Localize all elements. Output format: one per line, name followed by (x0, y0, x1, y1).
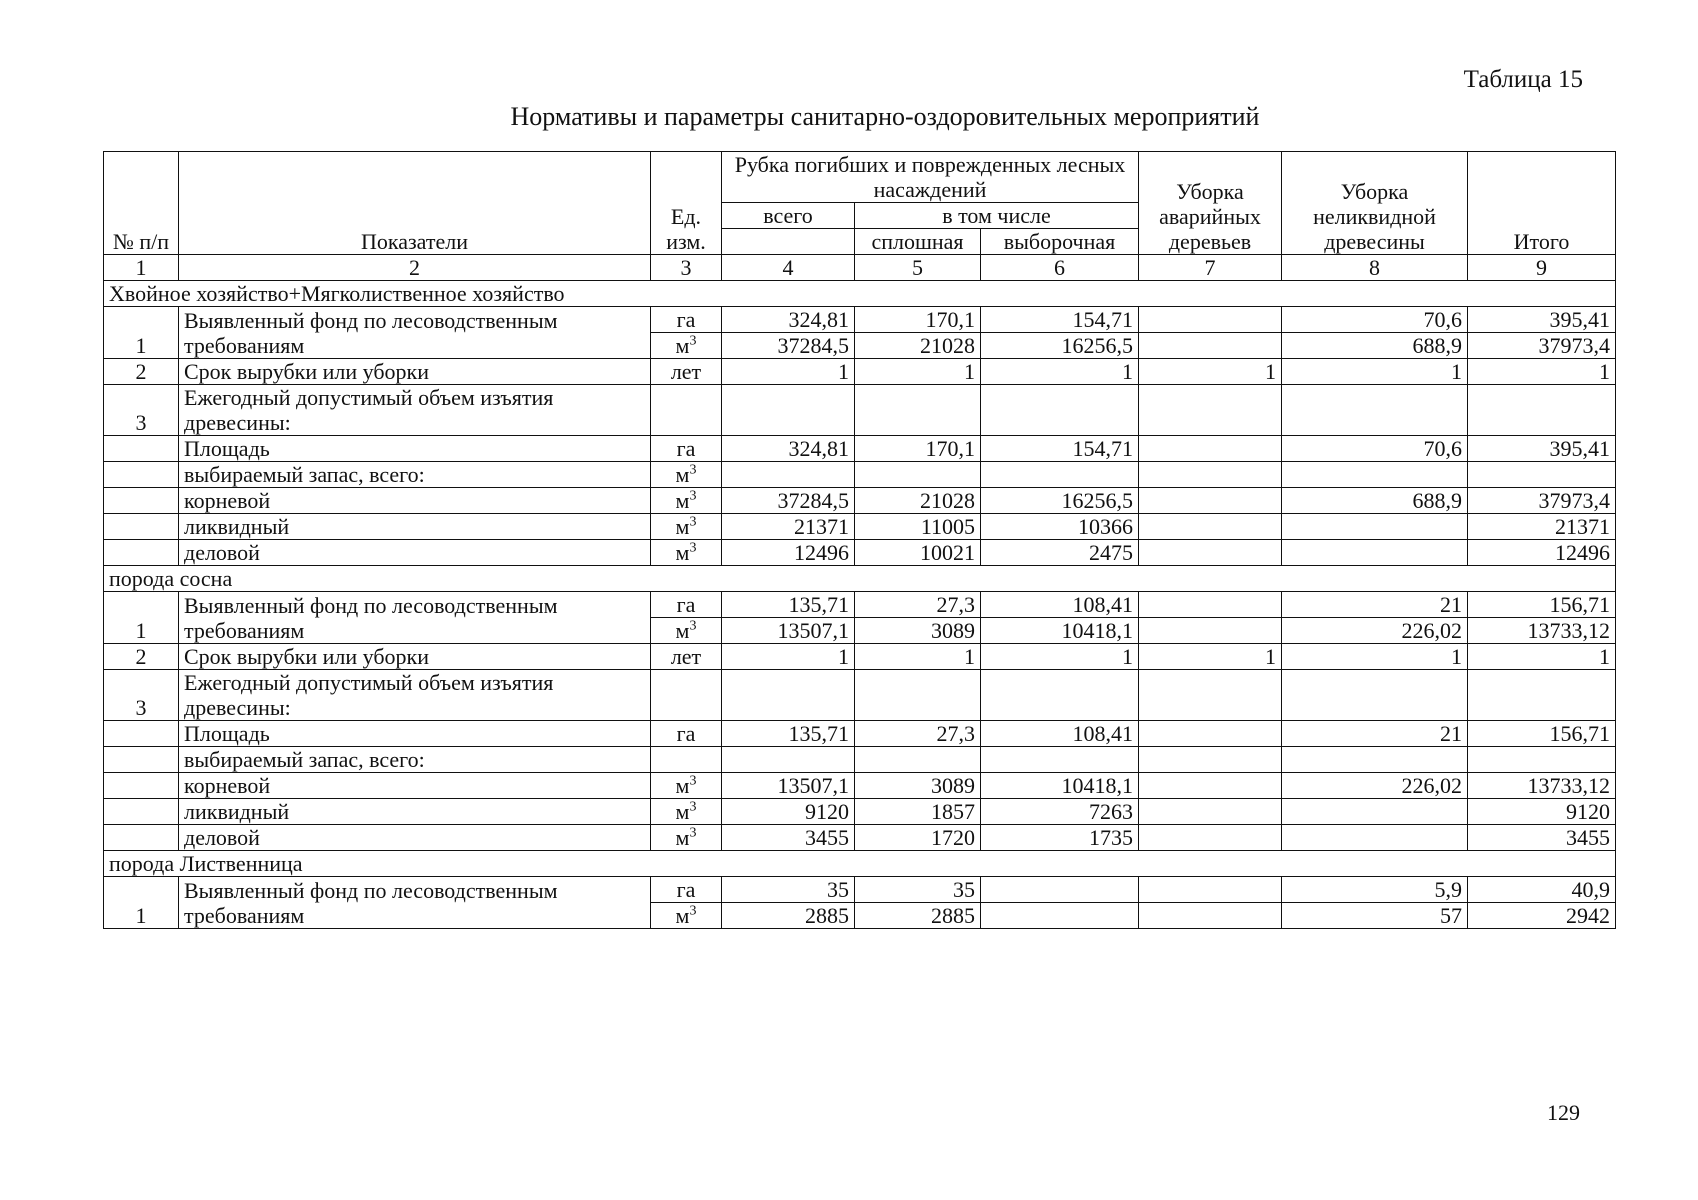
row-number (104, 488, 179, 514)
value-cell: 13507,1 (722, 618, 855, 644)
value-cell: 1 (1468, 359, 1616, 385)
row-label: корневой (179, 488, 651, 514)
value-cell (1468, 462, 1616, 488)
value-cell: 1 (1282, 359, 1468, 385)
header-total-all: всего (722, 203, 855, 229)
table-body (104, 281, 1616, 929)
value-cell: 688,9 (1282, 333, 1468, 359)
header-felling: Рубка погибших и поврежденных лесных насаждений (722, 152, 1139, 203)
value-cell: 70,6 (1282, 307, 1468, 333)
value-cell: 10418,1 (981, 773, 1139, 799)
column-number: 9 (1468, 255, 1616, 281)
value-cell: 170,1 (855, 436, 981, 462)
row-number (104, 721, 179, 747)
unit-label: га (676, 721, 696, 746)
value-cell: 156,71 (1468, 592, 1616, 618)
value-cell: 21371 (722, 514, 855, 540)
value-cell: 12496 (722, 540, 855, 566)
value-cell: 37973,4 (1468, 333, 1616, 359)
value-cell (1139, 592, 1282, 618)
value-cell: 21028 (855, 333, 981, 359)
value-cell (981, 462, 1139, 488)
section-title: порода Лиственница (104, 851, 1616, 877)
value-cell (1139, 799, 1282, 825)
empty-cell (722, 670, 855, 721)
table-row (104, 747, 1616, 773)
row-number (104, 773, 179, 799)
unit-cell (651, 773, 722, 799)
value-cell: 1 (1139, 359, 1282, 385)
row-number (104, 825, 179, 851)
value-cell (722, 462, 855, 488)
value-cell: 21371 (1468, 514, 1616, 540)
unit-exponent: 3 (689, 903, 697, 919)
row-number: 1 (104, 592, 179, 644)
norms-table (103, 151, 1616, 929)
empty-cell (1139, 385, 1282, 436)
value-cell: 170,1 (855, 307, 981, 333)
value-cell: 1 (722, 359, 855, 385)
value-cell: 10418,1 (981, 618, 1139, 644)
header-emergency: Уборка аварийных деревьев (1139, 152, 1282, 255)
value-cell (981, 877, 1139, 903)
table-row (104, 799, 1616, 825)
value-cell: 3455 (1468, 825, 1616, 851)
value-cell (855, 747, 981, 773)
unit-label: м (675, 799, 690, 824)
unit-exponent: 3 (689, 333, 697, 349)
table-row (104, 644, 1616, 670)
value-cell (1468, 747, 1616, 773)
column-number: 2 (179, 255, 651, 281)
value-cell (1139, 488, 1282, 514)
unit-label: га (676, 877, 696, 902)
value-cell: 5,9 (1282, 877, 1468, 903)
unit-exponent: 3 (689, 773, 697, 789)
table-row (104, 773, 1616, 799)
unit-cell (651, 359, 722, 385)
row-label: Ежегодный допустимый объем изъятия древесины: (179, 385, 651, 436)
unit-label: м (675, 488, 690, 513)
value-cell: 40,9 (1468, 877, 1616, 903)
value-cell: 1 (1139, 644, 1282, 670)
value-cell: 2885 (855, 903, 981, 929)
value-cell: 2475 (981, 540, 1139, 566)
unit-cell (651, 592, 722, 618)
row-number: 2 (104, 359, 179, 385)
value-cell (1139, 307, 1282, 333)
value-cell: 35 (855, 877, 981, 903)
value-cell: 1 (981, 359, 1139, 385)
value-cell: 9120 (1468, 799, 1616, 825)
unit-label: м (675, 333, 690, 358)
table-header (104, 152, 1616, 281)
unit-exponent: 3 (689, 618, 697, 634)
value-cell: 324,81 (722, 307, 855, 333)
value-cell: 10021 (855, 540, 981, 566)
unit-exponent: 3 (689, 488, 697, 504)
row-number: 3 (104, 385, 179, 436)
value-cell (981, 747, 1139, 773)
unit-exponent: 3 (689, 540, 697, 556)
unit-cell (651, 877, 722, 903)
unit-cell (651, 540, 722, 566)
value-cell (1282, 825, 1468, 851)
value-cell: 37284,5 (722, 333, 855, 359)
empty-cell (1282, 670, 1468, 721)
value-cell: 1 (855, 644, 981, 670)
value-cell: 57 (1282, 903, 1468, 929)
value-cell (1139, 436, 1282, 462)
column-number: 5 (855, 255, 981, 281)
row-number (104, 799, 179, 825)
value-cell (1282, 799, 1468, 825)
unit-label: м (675, 462, 690, 487)
value-cell: 13507,1 (722, 773, 855, 799)
value-cell (1139, 618, 1282, 644)
row-label: Площадь (179, 721, 651, 747)
table-row (104, 670, 1616, 721)
value-cell: 154,71 (981, 307, 1139, 333)
value-cell (1282, 540, 1468, 566)
value-cell (722, 747, 855, 773)
header-num: № п/п (104, 152, 179, 255)
empty-cell (1139, 670, 1282, 721)
unit-cell (651, 644, 722, 670)
empty-cell (651, 670, 722, 721)
value-cell: 3089 (855, 618, 981, 644)
row-label: Выявленный фонд по лесоводственным требованиям (179, 877, 651, 929)
empty-cell (1468, 670, 1616, 721)
value-cell: 27,3 (855, 592, 981, 618)
section-row (104, 851, 1616, 877)
unit-exponent: 3 (689, 799, 697, 815)
value-cell: 13733,12 (1468, 773, 1616, 799)
unit-label: га (676, 436, 696, 461)
header-unit: Ед. изм. (651, 152, 722, 255)
header-selective: выборочная (981, 229, 1139, 255)
row-label: деловой (179, 825, 651, 851)
table-row (104, 462, 1616, 488)
value-cell (1139, 747, 1282, 773)
value-cell (1139, 462, 1282, 488)
value-cell: 10366 (981, 514, 1139, 540)
section-row (104, 281, 1616, 307)
row-label: ликвидный (179, 514, 651, 540)
table-row (104, 877, 1616, 903)
unit-label: лет (670, 644, 702, 669)
value-cell: 108,41 (981, 592, 1139, 618)
column-number: 4 (722, 255, 855, 281)
table-row (104, 385, 1616, 436)
value-cell (1282, 514, 1468, 540)
row-number: 3 (104, 670, 179, 721)
page-number: 129 (1547, 1100, 1580, 1125)
value-cell: 2885 (722, 903, 855, 929)
row-number: 2 (104, 644, 179, 670)
unit-cell (651, 618, 722, 644)
unit-label: лет (670, 359, 702, 384)
unit-label: га (676, 307, 696, 332)
unit-cell (651, 333, 722, 359)
unit-exponent: 3 (689, 514, 697, 530)
row-label: Выявленный фонд по лесоводственным требованиям (179, 307, 651, 359)
empty-cell (1468, 385, 1616, 436)
row-number (104, 436, 179, 462)
row-label: деловой (179, 540, 651, 566)
unit-exponent: 3 (689, 825, 697, 841)
table-row (104, 307, 1616, 333)
row-label: выбираемый запас, всего: (179, 747, 651, 773)
header-illiquid: Уборка неликвидной древесины (1282, 152, 1468, 255)
value-cell (855, 462, 981, 488)
table-row (104, 359, 1616, 385)
empty-cell (651, 385, 722, 436)
value-cell: 21 (1282, 592, 1468, 618)
empty-cell (981, 670, 1139, 721)
unit-exponent: 3 (689, 462, 697, 478)
value-cell: 135,71 (722, 721, 855, 747)
value-cell: 1 (855, 359, 981, 385)
row-number (104, 747, 179, 773)
table-caption: Таблица 15 (1463, 66, 1583, 93)
unit-cell (651, 825, 722, 851)
value-cell: 11005 (855, 514, 981, 540)
value-cell: 226,02 (1282, 773, 1468, 799)
value-cell: 3089 (855, 773, 981, 799)
value-cell: 13733,12 (1468, 618, 1616, 644)
header-clear: сплошная (855, 229, 981, 255)
value-cell: 324,81 (722, 436, 855, 462)
value-cell: 395,41 (1468, 436, 1616, 462)
row-label: Срок вырубки или уборки (179, 644, 651, 670)
unit-cell (651, 799, 722, 825)
value-cell: 21 (1282, 721, 1468, 747)
column-number: 3 (651, 255, 722, 281)
unit-label: м (675, 618, 690, 643)
row-number: 1 (104, 877, 179, 929)
header-including: в том числе (855, 203, 1139, 229)
value-cell (1139, 333, 1282, 359)
value-cell: 1 (1282, 644, 1468, 670)
value-cell: 7263 (981, 799, 1139, 825)
value-cell (1282, 747, 1468, 773)
value-cell: 2942 (1468, 903, 1616, 929)
column-number: 7 (1139, 255, 1282, 281)
empty-cell (1282, 385, 1468, 436)
column-number-row (104, 255, 1616, 281)
value-cell: 108,41 (981, 721, 1139, 747)
value-cell: 1 (1468, 644, 1616, 670)
value-cell (1139, 514, 1282, 540)
row-number: 1 (104, 307, 179, 359)
empty-cell (722, 385, 855, 436)
value-cell (1139, 721, 1282, 747)
value-cell: 37973,4 (1468, 488, 1616, 514)
section-row (104, 566, 1616, 592)
row-number (104, 462, 179, 488)
unit-cell (651, 903, 722, 929)
value-cell (981, 903, 1139, 929)
value-cell: 395,41 (1468, 307, 1616, 333)
empty-cell (855, 670, 981, 721)
table-row (104, 436, 1616, 462)
unit-cell (651, 307, 722, 333)
value-cell: 35 (722, 877, 855, 903)
row-label: Площадь (179, 436, 651, 462)
value-cell: 12496 (1468, 540, 1616, 566)
value-cell: 21028 (855, 488, 981, 514)
value-cell: 27,3 (855, 721, 981, 747)
value-cell (1139, 903, 1282, 929)
value-cell: 9120 (722, 799, 855, 825)
empty-cell (855, 385, 981, 436)
unit-cell (651, 747, 722, 773)
value-cell: 688,9 (1282, 488, 1468, 514)
column-number: 8 (1282, 255, 1468, 281)
value-cell (1282, 462, 1468, 488)
value-cell: 70,6 (1282, 436, 1468, 462)
value-cell: 1735 (981, 825, 1139, 851)
unit-cell (651, 721, 722, 747)
table-row (104, 488, 1616, 514)
section-title: Хвойное хозяйство+Мягколиственное хозяйство (104, 281, 1616, 307)
value-cell: 1 (722, 644, 855, 670)
unit-label: м (675, 514, 690, 539)
value-cell (1139, 825, 1282, 851)
value-cell: 1720 (855, 825, 981, 851)
header-indicators: Показатели (179, 152, 651, 255)
row-label: Выявленный фонд по лесоводственным требованиям (179, 592, 651, 644)
row-label: Срок вырубки или уборки (179, 359, 651, 385)
document-title: Нормативы и параметры санитарно-оздоровительных мероприятий (510, 102, 1260, 131)
row-number (104, 514, 179, 540)
table-row (104, 825, 1616, 851)
unit-label: м (675, 540, 690, 565)
unit-cell (651, 488, 722, 514)
value-cell: 37284,5 (722, 488, 855, 514)
value-cell: 154,71 (981, 436, 1139, 462)
table-row (104, 592, 1616, 618)
row-number (104, 540, 179, 566)
row-label: Ежегодный допустимый объем изъятия древесины: (179, 670, 651, 721)
row-label: корневой (179, 773, 651, 799)
unit-label: м (675, 903, 690, 928)
value-cell: 16256,5 (981, 488, 1139, 514)
row-label: ликвидный (179, 799, 651, 825)
value-cell (1139, 773, 1282, 799)
unit-cell (651, 462, 722, 488)
header-total: Итого (1468, 152, 1616, 255)
empty-cell (981, 385, 1139, 436)
column-number: 6 (981, 255, 1139, 281)
column-number: 1 (104, 255, 179, 281)
value-cell: 3455 (722, 825, 855, 851)
value-cell (1139, 540, 1282, 566)
value-cell: 226,02 (1282, 618, 1468, 644)
unit-cell (651, 514, 722, 540)
unit-label: м (675, 825, 690, 850)
value-cell: 156,71 (1468, 721, 1616, 747)
value-cell: 16256,5 (981, 333, 1139, 359)
row-label: выбираемый запас, всего: (179, 462, 651, 488)
value-cell: 135,71 (722, 592, 855, 618)
section-title: порода сосна (104, 566, 1616, 592)
value-cell: 1857 (855, 799, 981, 825)
value-cell (1139, 877, 1282, 903)
value-cell: 1 (981, 644, 1139, 670)
table-row (104, 540, 1616, 566)
table-row (104, 514, 1616, 540)
unit-label: м (675, 773, 690, 798)
unit-label: га (676, 592, 696, 617)
table-row (104, 721, 1616, 747)
unit-cell (651, 436, 722, 462)
